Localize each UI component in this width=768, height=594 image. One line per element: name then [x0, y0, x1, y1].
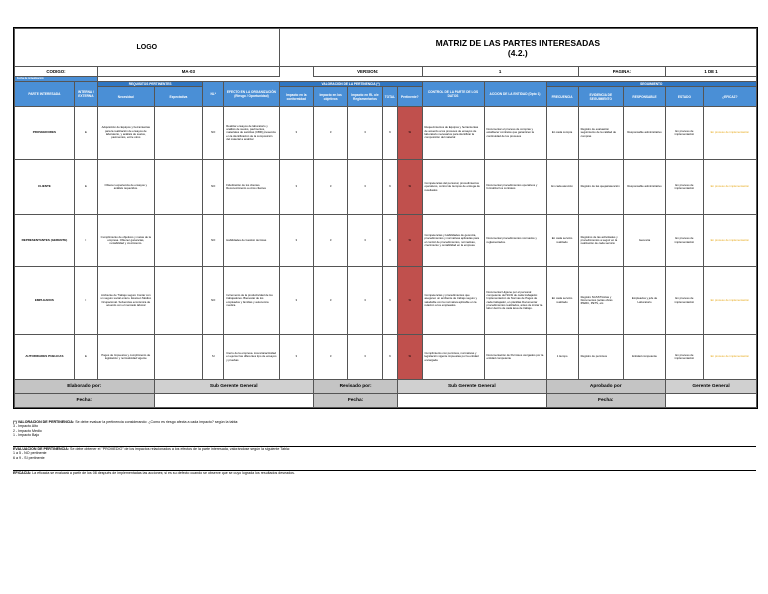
row-control: Cumplimiento con permisos, normativas y legislación vigente impuestas por la entidad encargada	[422, 335, 484, 380]
version-value: 1	[422, 67, 578, 77]
row-impacto-objetivos: 3	[313, 160, 347, 215]
row-tipo: I	[74, 267, 97, 335]
row-accion: Documentación de Permisos otorgados por la entidad competente	[484, 335, 546, 380]
aprobado-label: Aprobado por	[546, 380, 666, 394]
revisado-value: Sub Gerente General	[398, 380, 546, 394]
row-impacto-conformidad: 3	[279, 215, 313, 267]
note-impacto-alto: 3 - Impacto Alto	[13, 424, 38, 429]
row-tipo: E	[74, 160, 97, 215]
row-expectativa	[154, 335, 203, 380]
row-efecto: Cierre de la empresa. Licencia/actividad en ejercer las diferentes tipo de ensayos y pruebas	[224, 335, 279, 380]
fecha-label-3: Fecha:	[546, 394, 666, 408]
note-eficacia-text: La eficacia se evaluará a partir de los 08 después de implementadas las acciones; si es su defecto cuando se observe que se cuyo lograda los resultados deseados.	[31, 471, 295, 475]
col-impacto-objetivos: Impacto en los objetivos	[313, 87, 347, 107]
note-rango-si: 6 a 9 - SI pertinente	[13, 455, 45, 460]
page-title	[279, 29, 756, 67]
notes-valoracion	[13, 420, 756, 437]
row-pertinente: SI	[398, 215, 422, 267]
row-pertinente: SI	[398, 160, 422, 215]
row-control: Competencias y Habilidades de gerencia, procedimientos y normativas aplicadas para el control de procedimientos, normativas, crecimiento y rentabilidad en la empresa	[422, 215, 484, 267]
note-impacto-bajo: 1 - Impacto Bajo	[13, 432, 40, 437]
logo: LOGO	[15, 29, 280, 67]
table-row	[15, 335, 757, 380]
table-row	[15, 107, 757, 160]
row-responsable: Entidad competente	[624, 335, 666, 380]
row-necesidad: Adquisición de Equipos y herramientas para la realización de ensayos de laboratorio, y análisis de suelos, pavimentos, entre otros	[98, 107, 154, 160]
version-label: VERSION:	[313, 67, 422, 77]
col-impacto-conformidad: Impacto en la conformidad	[279, 87, 313, 107]
row-estado: En proceso de implementación	[666, 160, 704, 215]
row-parte: AUTORIDADES PUBLICAS	[15, 335, 75, 380]
row-nl: NO	[203, 160, 224, 215]
row-estado: En proceso de implementación	[666, 107, 704, 160]
matrix-sheet	[13, 27, 758, 409]
title-line-1: MATRIZ DE LAS PARTES INTERESADAS	[435, 37, 601, 48]
row-parte: PROVEEDORES	[15, 107, 75, 160]
col-accion: ACCION DE LA ENTIDAD (Dpto 1)	[484, 82, 546, 107]
row-impacto-conformidad: 3	[279, 107, 313, 160]
note-evaluacion-text: Se debe obtener el "PROMEDIO" de los impactos relacionados a los efectos de la parte interesada, valorándose según la siguiente Tabla:	[69, 447, 290, 451]
row-eficaz: En proceso de implementación	[703, 160, 756, 215]
note-valoracion-title: (*) VALORACION DE PERTINENCIA:	[13, 420, 75, 424]
row-control: Competencias del personal, procedimientos operativos, control de tiempos de entrega de resultados	[422, 160, 484, 215]
aprobado-value: Gerente General	[666, 380, 757, 394]
col-frecuencia: FRECUENCIA	[546, 87, 578, 107]
row-nl: NO	[203, 107, 224, 160]
row-total: 9	[382, 215, 398, 267]
note-rango-no: 1 a 5 - NO pertinente	[13, 451, 47, 456]
notes-eficacia	[13, 470, 756, 475]
row-evidencia: Registro de evaluación seguimiento de la calidad de compras	[578, 107, 623, 160]
row-expectativa	[154, 160, 203, 215]
col-group-seguimiento: SEGUIMIENTO	[546, 82, 757, 87]
revisado-label: Revisado por:	[313, 380, 397, 394]
row-eficaz: En proceso de implementación	[703, 267, 756, 335]
col-estado: ESTADO	[666, 87, 704, 107]
row-nl: NO	[203, 215, 224, 267]
row-estado: En proceso de implementación	[666, 267, 704, 335]
row-responsable: Responsable administrativo	[624, 160, 666, 215]
col-impacto-reglamentarios: Impacto en RL o/e Reglamentarios	[348, 87, 382, 107]
row-total: 9	[382, 107, 398, 160]
col-expectativa: Expectativa	[154, 87, 203, 107]
col-evidencia: EVIDENCIA DE SEGUIMIENTO	[578, 87, 623, 107]
row-total: 9	[382, 335, 398, 380]
col-parte: PARTE INTERESADA	[15, 82, 75, 107]
row-nl: SI	[203, 335, 224, 380]
table-row	[15, 267, 757, 335]
row-accion: Documentar procedimientos operativos y formalizar los contratos	[484, 160, 546, 215]
fecha-label-2: Fecha:	[313, 394, 397, 408]
elaborado-value: Sub Gerente General	[154, 380, 313, 394]
notes-evaluacion	[13, 446, 756, 460]
row-efecto: Habilidades de Gestión técnicas	[224, 215, 279, 267]
row-parte: CLIENTE	[15, 160, 75, 215]
row-evidencia: Registro SGSST/Actas y Documentos (actas obras IPERC, PETS, etc.	[578, 267, 623, 335]
row-responsable: Gerencia	[624, 215, 666, 267]
col-necesidad: Necesidad	[98, 87, 154, 107]
row-tipo: E	[74, 335, 97, 380]
row-eficaz: En proceso de implementación	[703, 107, 756, 160]
row-estado: En proceso de implementación	[666, 335, 704, 380]
col-tipo: INTERNA / EXTERNA	[74, 82, 97, 107]
row-necesidad: Ambiente de Trabajo seguro Contar con un seguro social entero. Examen Médico Ocupacional. Solvencias económica de acuerdo con el mercado laboral	[98, 267, 154, 335]
table-row	[15, 215, 757, 267]
col-total: TOTAL	[382, 87, 398, 107]
row-evidencia: Registro de las quejas/atención	[578, 160, 623, 215]
note-impacto-medio: 2 - Impacto Medio	[13, 428, 42, 433]
col-group-valoracion: VALORACIÓN DE LA PERTINENCIA (*)	[279, 82, 422, 87]
fecha-label-1: Fecha:	[15, 394, 155, 408]
row-eficaz: En proceso de implementación	[703, 215, 756, 267]
row-evidencia: Registro de permisos	[578, 335, 623, 380]
pagina-label: PAGINA:	[578, 67, 665, 77]
table-row	[15, 160, 757, 215]
row-necesidad: Obtener experiencia de ensayos y análisis requeridos.	[98, 160, 154, 215]
row-total: 9	[382, 267, 398, 335]
row-estado: En proceso de implementación	[666, 215, 704, 267]
row-efecto: Realizar ensayos de laboratorio y análisis de suelos, pavimentos, materiales de sanitrias (CBR) presencia en la identificación de la composición del material a analizar	[224, 107, 279, 160]
row-parte: REPRESENTANTES (GERENTE)	[15, 215, 75, 267]
row-impacto-objetivos: 3	[313, 107, 347, 160]
row-nl: NO	[203, 267, 224, 335]
col-group-requisitos: REQUISITOS PERTINENTES	[98, 82, 203, 87]
row-tipo: I	[74, 215, 97, 267]
codigo-label: CODIGO:	[15, 67, 98, 77]
row-frecuencia: En cada atención	[546, 160, 578, 215]
note-eficacia-title: EFICACIA:	[13, 471, 32, 475]
row-efecto: Incremento de la productividad de los trabajadores. Bienestar de los empleados y familias y autonomía medica	[224, 267, 279, 335]
row-accion: Documentar el proceso de compras y establecer contratos que garanticen la continuidad de los procesos	[484, 107, 546, 160]
row-necesidad: Pagos de Impuestos y cumplimiento de legislación y normatividad vigente	[98, 335, 154, 380]
row-parte: EMPLEADOS	[15, 267, 75, 335]
row-pertinente: SI	[398, 267, 422, 335]
col-eficaz: ¿EFICAZ?	[703, 87, 756, 107]
row-expectativa	[154, 215, 203, 267]
row-impacto-conformidad: 3	[279, 160, 313, 215]
row-control: Competencias y procedimientos que aseguren un ambiente de trabajo seguro y saludable con la normativa aplicable en la relación a los empleados.	[422, 267, 484, 335]
row-impacto-reglamentarios: 3	[348, 215, 382, 267]
col-nl: NL*	[203, 82, 224, 107]
row-efecto: Fidelización de los clientes. Reconocimiento a otros clientes	[224, 160, 279, 215]
row-impacto-objetivos: 3	[313, 267, 347, 335]
col-pertinente: Pertinente?	[398, 87, 422, 107]
col-efecto: EFECTO EN LA ORGANIZACIÓN (Riesgo / Oportunidad)	[224, 82, 279, 107]
row-frecuencia: En cada servicio realizado	[546, 215, 578, 267]
col-control: CONTROL DE LA PARTE DE LOS DATOS	[422, 82, 484, 107]
row-pertinente: SI	[398, 107, 422, 160]
row-expectativa	[154, 267, 203, 335]
row-impacto-conformidad: 3	[279, 267, 313, 335]
row-impacto-objetivos: 3	[313, 335, 347, 380]
row-accion: Documentar procedimientos normados y reglamentados.	[484, 215, 546, 267]
pagina-value: 1 DE 1	[666, 67, 757, 77]
row-responsable: Empleados y jefe de Laboratorio	[624, 267, 666, 335]
title-line-2: (4.2.)	[507, 47, 528, 58]
col-responsable: RESPONSABLE	[624, 87, 666, 107]
row-impacto-reglamentarios: 3	[348, 335, 382, 380]
row-frecuencia: En cada servicio realizado	[546, 267, 578, 335]
row-accion: Documentar Higiene por el personal competente del SGSI de cada trabajador. Implementación de Normas de Pagos de cada trabajador, en planillas Documentar procedimientos realizados, antes de iniciar la labor dentro de cada área de trabajo.	[484, 267, 546, 335]
row-pertinente: SI	[398, 335, 422, 380]
row-total: 9	[382, 160, 398, 215]
row-frecuencia: En cada compra	[546, 107, 578, 160]
row-impacto-reglamentarios: 3	[348, 107, 382, 160]
row-responsable: Responsable administrativo	[624, 107, 666, 160]
row-eficaz: En proceso de implementación	[703, 335, 756, 380]
fecha-actualizacion-note: Fecha de Actualización:	[15, 77, 98, 82]
row-tipo: E	[74, 107, 97, 160]
codigo-value: MA-03	[98, 67, 280, 77]
elaborado-label: Elaborado por:	[15, 380, 155, 394]
note-evaluacion-title: EVALUACION DE PERTINENCIA:	[13, 447, 70, 451]
row-impacto-reglamentarios: 3	[348, 160, 382, 215]
row-control: Requerimientos de Equipos y herramientas de acuerdo a los procesos de ensayos de laboratorio necesarios para identificar la composición del material	[422, 107, 484, 160]
matrix-table	[14, 28, 757, 408]
row-expectativa	[154, 107, 203, 160]
row-impacto-conformidad: 3	[279, 335, 313, 380]
row-impacto-objetivos: 3	[313, 215, 347, 267]
note-valoracion-text: Se debe evaluar la pertinencia considerando: ¿Como es riesgo afecta a cada impacto? según la tabla:	[74, 420, 239, 424]
row-necesidad: Cumplimiento de objetivos y metas de la empresa. Obtener ganancias, rentabilidad y crecimiento.	[98, 215, 154, 267]
row-frecuencia: 1 tiempo	[546, 335, 578, 380]
row-evidencia: Registros de las actividades y procedimientos a seguir en la realización de cada servicio	[578, 215, 623, 267]
row-impacto-reglamentarios: 3	[348, 267, 382, 335]
